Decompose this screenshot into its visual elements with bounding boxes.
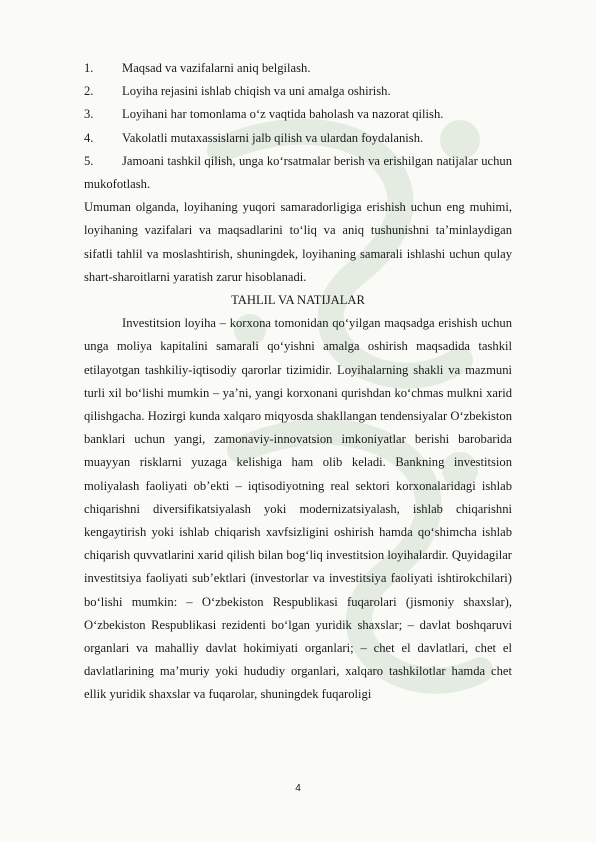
list-number: 1. (84, 61, 94, 75)
list-item (84, 127, 512, 150)
body-paragraph: Investitsion loyiha – korxona tomonidan qo‘yilgan maqsadga erishish uchun unga moliya kapitalini samarali qo‘yishni amalga oshirish maqsadida tashkil etilayotgan tashkiliy-iqtisodiy qarorlar tizimidir. Loyihalarning shakli va mazmuni turli xil bo‘lishi mumkin – ya’ni, yangi korxonani qurishdan ko‘chmas mulkni xarid qilishgacha. Hozirgi kunda xalqaro miqyosda shakllangan tendensiyalar O‘zbekiston banklari uchun yangi, zamonaviy-innovatsion imkoniyatlar berishi barobarida muayyan risklarni yuzaga kelishiga ham olib keladi. Bankning investitsion moliyalash faoliyati ob’ekti – iqtisodiyotning real sektori korxonalaridagi ishlab chiqarishni diversifikatsiyalash yoki modernizatsiyalash, ishlab chiqarishni kengaytirish yoki ishlab chiqarish xavfsizligini oshirish hamda qo‘shimcha ishlab chiqarish quvvatlarini xarid qilish bilan bog‘liq investitsion loyihalardir. Quyidagilar investitsiya faoliyati sub’ektlari (investorlar va investitsiya faoliyati ishtirokchilari) bo‘lishi mumkin: – O‘zbekiston Respublikasi fuqarolari (jismoniy shaxslar), O‘zbekiston Respublikasi rezidenti bo‘lgan yuridik shaxslar; – davlat boshqaruvi organlari va mahalliy davlat hokimiyati organlari; – chet el davlatlari, chet el davlatlarining ma’muriy yoki hududiy organlari, xalqaro tashkilotlar hamda chet ellik yuridik shaxslar va fuqarolar, shuningdek fuqaroligi (84, 316, 512, 702)
page-number: 4 (295, 783, 301, 794)
list-text: Loyihani har tomonlama o‘z vaqtida baholash va nazorat qilish. (122, 107, 444, 122)
list-item (84, 103, 512, 126)
list-number: 3. (84, 107, 94, 122)
list-item (84, 57, 512, 80)
list-number: 4. (84, 130, 94, 145)
list-text: Loyiha rejasini ishlab chiqish va uni amalga oshirish. (122, 84, 391, 99)
list-item (84, 80, 512, 103)
list-item-continuation: mukofotlash. (84, 177, 151, 192)
list-text: Jamoani tashkil qilish, unga ko‘rsatmalar berish va erishilgan natijalar uchun (122, 153, 512, 168)
list-number: 2. (84, 84, 94, 99)
summary-paragraph: Umuman olganda, loyihaning yuqori samaradorligiga erishish uchun eng muhimi, loyihaning vazifalari va maqsadlarini to‘liq va aniq tushunishni ta’minlaydigan sifatli tahlil va moslashtirish, shuningdek, loyihaning samarali ishlashi uchun qulay shart-sharoitlarni yaratish zarur hisoblanadi. (84, 200, 512, 284)
list-text: Maqsad va vazifalarni aniq belgilash. (122, 61, 311, 75)
list-number: 5. (84, 153, 94, 168)
document-body (84, 57, 512, 707)
list-text: Vakolatli mutaxassislarni jalb qilish va ulardan foydalanish. (122, 130, 424, 145)
list-item (84, 150, 512, 173)
section-heading: TAHLIL VA NATIJALAR (231, 293, 365, 308)
